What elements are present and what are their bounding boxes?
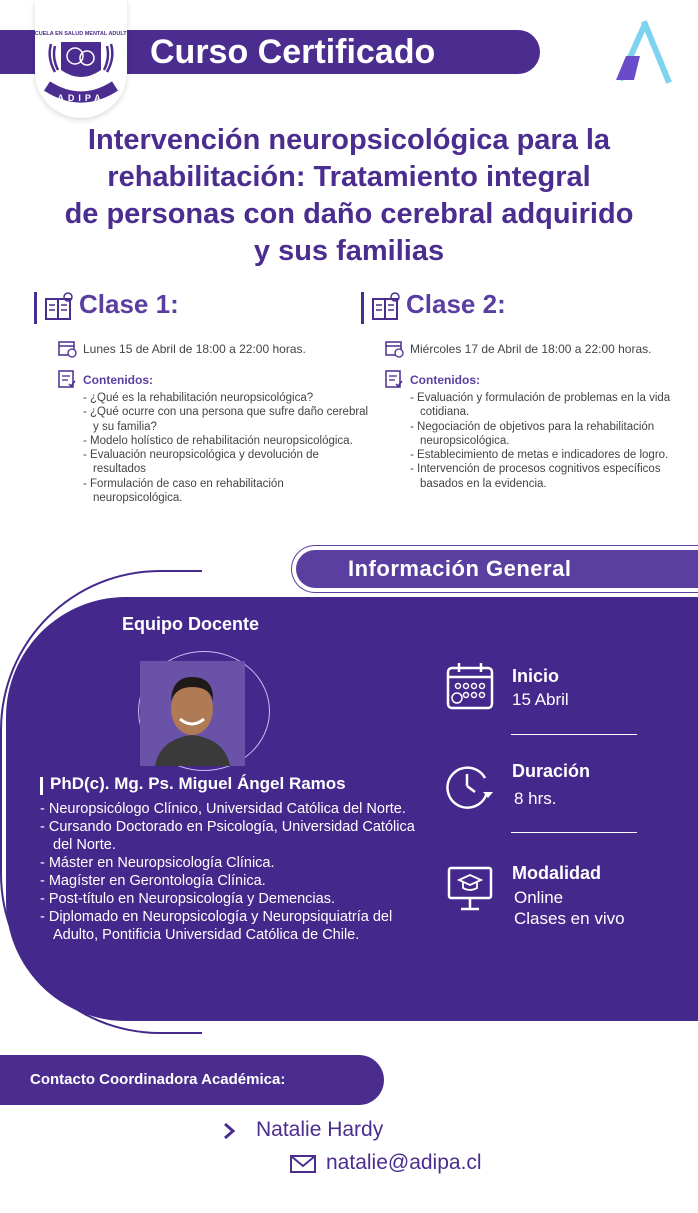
list-item: - Cursando Doctorado en Psicología, Universidad Católica del Norte. (40, 819, 415, 853)
list-item: - Evaluación y formulación de problemas en la vida cotidiana. (410, 392, 671, 419)
badge-emblem-icon (27, 0, 135, 118)
teacher-cv-list (40, 800, 425, 944)
chevron-right-icon (222, 1121, 236, 1146)
list-item: - Modelo holístico de rehabilitación neuropsicológica. (83, 434, 353, 447)
list-item: - ¿Qué ocurre con una persona que sufre daño cerebral y su familia? (83, 406, 369, 433)
clase2-schedule: Miércoles 17 de Abril de 18:00 a 22:00 horas. (410, 342, 652, 356)
clase1-heading: Clase 1: (79, 289, 179, 319)
clase1-contents-label: Contenidos: (83, 373, 153, 387)
course-title-line3: de personas con daño cerebral adquirido (64, 198, 634, 230)
course-title-line1: Intervención neuropsicológica para la (87, 124, 611, 156)
calendar-icon (445, 661, 495, 716)
divider (511, 734, 637, 735)
list-item: - Establecimiento de metas e indicadores de logro. (410, 449, 669, 462)
course-title-line2: rehabilitación: Tratamiento integral (107, 161, 591, 193)
online-class-icon (445, 864, 497, 919)
checklist-icon (57, 369, 77, 394)
banner-title: Curso Certificado (150, 33, 436, 71)
mail-icon (289, 1154, 317, 1179)
calendar-icon (384, 338, 404, 363)
calendar-icon (57, 338, 77, 363)
clase2-contents-list (410, 391, 685, 491)
divider (511, 832, 637, 833)
adipa-logo-icon (612, 22, 672, 82)
contact-label: Contacto Coordinadora Académica: (30, 1071, 286, 1088)
course-title (10, 122, 688, 270)
teacher-name: PhD(c). Mg. Ps. Miguel Ángel Ramos (50, 774, 346, 793)
contact-email-link[interactable]: natalie@adipa.cl (326, 1151, 482, 1174)
team-label: Equipo Docente (122, 614, 260, 634)
name-bar (40, 777, 43, 795)
modalidad-label: Modalidad (512, 863, 601, 883)
school-badge (27, 0, 135, 118)
list-item: - ¿Qué es la rehabilitación neuropsicológica? (83, 392, 314, 404)
clase1-contents-list (83, 391, 373, 505)
course-title-line4: y sus familias (253, 235, 445, 267)
book-icon (370, 291, 402, 328)
inicio-label: Inicio (512, 666, 560, 686)
modalidad-value-online: Online (514, 888, 564, 907)
list-item: - Formulación de caso en rehabilitación neuropsicológica. (83, 477, 284, 505)
badge-top-text: ESCUELA EN SALUD MENTAL ADULTOS (27, 31, 135, 37)
inicio-value: 15 Abril (512, 690, 569, 709)
clase1-bar (34, 292, 37, 324)
clock-icon (445, 762, 497, 815)
info-general-title: Información General (348, 556, 572, 581)
list-item: - Negociación de objetivos para la rehabilitación neuropsicológica. (410, 420, 655, 447)
list-item: - Intervención de procesos cognitivos específicos basados en la evidencia. (410, 463, 661, 490)
duracion-label: Duración (512, 761, 591, 781)
clase2-bar (361, 292, 364, 324)
list-item: - Diplomado en Neuropsicología y Neuropsiquiatría del Adulto, Pontificia Universidad Católica de Chile. (40, 909, 393, 943)
contact-name: Natalie Hardy (256, 1118, 384, 1141)
list-item: - Neuropsicólogo Clínico, Universidad Católica del Norte. (40, 801, 406, 817)
checklist-icon (384, 369, 404, 394)
clase1-schedule: Lunes 15 de Abril de 18:00 a 22:00 horas. (83, 342, 306, 356)
clase2-heading: Clase 2: (406, 289, 506, 319)
list-item: - Máster en Neuropsicología Clínica. (40, 855, 275, 871)
list-item: - Post-título en Neuropsicología y Demencias. (40, 891, 335, 907)
duracion-value: 8 hrs. (514, 789, 557, 808)
badge-bottom-text: ADIPA (57, 93, 105, 103)
modalidad-value-live: Clases en vivo (514, 909, 625, 928)
list-item: - Magíster en Gerontología Clínica. (40, 873, 266, 889)
clase2-contents-label: Contenidos: (410, 373, 480, 387)
teacher-photo (140, 661, 245, 766)
list-item: - Evaluación neuropsicológica y devolución de resultados (83, 449, 319, 476)
book-icon (43, 291, 75, 328)
